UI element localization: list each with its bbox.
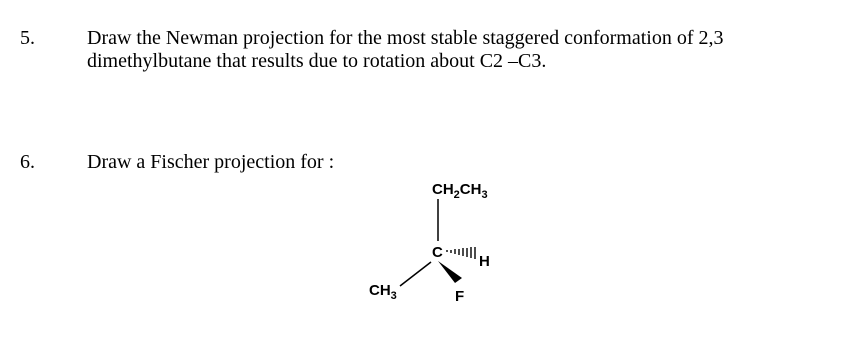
question-6-line-1: Draw a Fischer projection for :	[87, 151, 335, 173]
right-group-label: H	[479, 253, 490, 270]
question-5-line-1: Draw the Newman projection for the most stable staggered conformation of 2,3	[87, 27, 724, 49]
left-bond	[400, 262, 431, 286]
question-5-line-2: dimethylbutane that results due to rotation about C2 –C3.	[87, 50, 547, 72]
hashed-wedge-bond	[447, 247, 475, 259]
left-group-label: $CH_3$	[369, 282, 397, 302]
solid-wedge-bond	[438, 261, 462, 283]
question-5-number: 5.	[20, 27, 35, 49]
top-group-label: $CH_2CH_3$	[432, 181, 488, 201]
bottom-group-label: F	[455, 288, 465, 305]
center-atom-label: C	[432, 244, 443, 261]
question-6-number: 6.	[20, 151, 35, 173]
